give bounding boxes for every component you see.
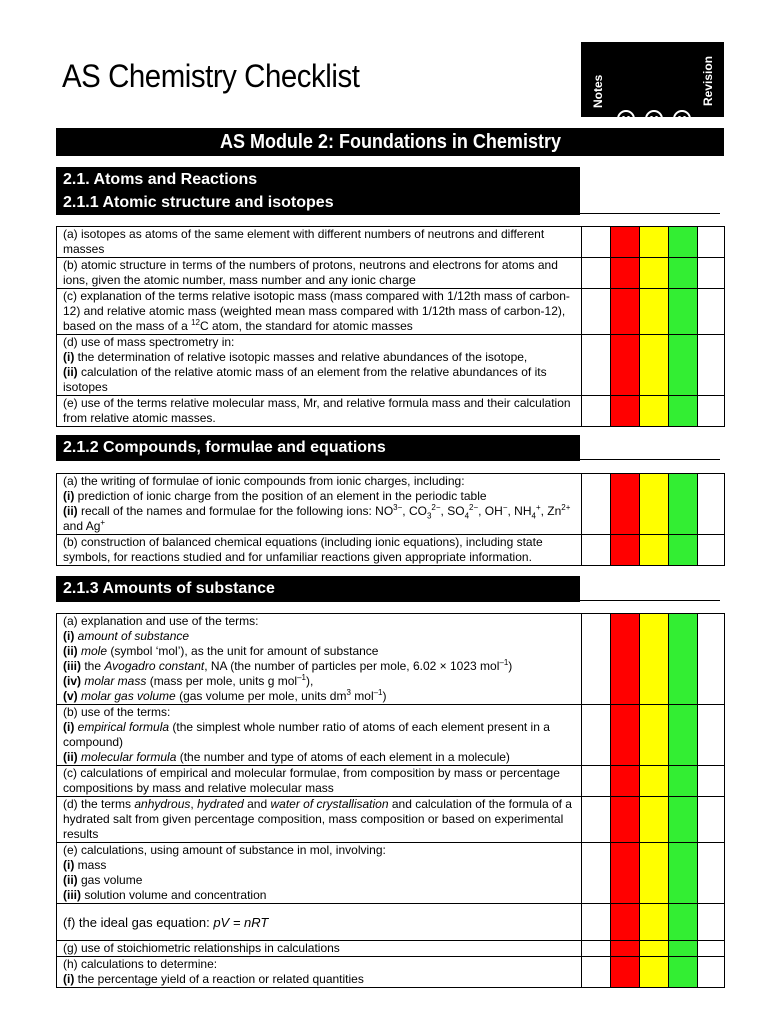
green-rating-cell[interactable]: [669, 289, 698, 335]
table-row: [57, 535, 725, 566]
revision-cell[interactable]: [698, 396, 725, 427]
divider: [580, 213, 720, 214]
table-row: [57, 843, 725, 904]
red-rating-cell[interactable]: [611, 904, 640, 941]
item-text: (c) calculations of empirical and molecular formulae, from composition by mass or percentage compositions by mass and relative molecular mass: [57, 766, 582, 797]
table-row: [57, 396, 725, 427]
table-row: [57, 957, 725, 988]
neutral-face-icon: [645, 110, 663, 128]
green-rating-cell[interactable]: [669, 535, 698, 566]
table-row: [57, 474, 725, 535]
section-heading-2-1-2: 2.1.2 Compounds, formulae and equations: [56, 435, 580, 461]
notes-cell[interactable]: [582, 957, 611, 988]
revision-cell[interactable]: [698, 705, 725, 766]
red-rating-cell[interactable]: [611, 335, 640, 396]
amber-rating-cell[interactable]: [640, 797, 669, 843]
notes-cell[interactable]: [582, 289, 611, 335]
revision-cell[interactable]: [698, 289, 725, 335]
notes-cell[interactable]: [582, 941, 611, 957]
table-row: [57, 227, 725, 258]
green-rating-cell[interactable]: [669, 227, 698, 258]
amber-rating-cell[interactable]: [640, 335, 669, 396]
red-rating-cell[interactable]: [611, 941, 640, 957]
item-text: (d) use of mass spectrometry in: (i) the determination of relative isotopic masses and relative abundances of the isotope, (ii) calculation of the relative atomic mass of an element from the relative abundances of its isotopes: [57, 335, 582, 396]
checklist-table-2-1-1: [56, 226, 725, 427]
amber-rating-cell[interactable]: [640, 766, 669, 797]
item-text: (d) the terms anhydrous, hydrated and water of crystallisation and calculation of the formula of a hydrated salt from given percentage composition, mass composition or based on experimental results: [57, 797, 582, 843]
checklist-table-2-1-2: [56, 473, 725, 566]
module-title: AS Module 2: Foundations in Chemistry: [56, 128, 724, 156]
green-rating-cell[interactable]: [669, 843, 698, 904]
table-row: [57, 766, 725, 797]
divider: [580, 600, 720, 601]
red-rating-cell[interactable]: [611, 705, 640, 766]
red-rating-cell[interactable]: [611, 843, 640, 904]
divider: [580, 459, 720, 460]
red-rating-cell[interactable]: [611, 474, 640, 535]
amber-rating-cell[interactable]: [640, 941, 669, 957]
notes-cell[interactable]: [582, 705, 611, 766]
revision-cell[interactable]: [698, 258, 725, 289]
section-heading-2-1-1: [56, 167, 580, 215]
red-rating-cell[interactable]: [611, 614, 640, 705]
table-row: [57, 941, 725, 957]
notes-cell[interactable]: [582, 396, 611, 427]
revision-column-label: Revision: [701, 55, 715, 106]
revision-cell[interactable]: [698, 474, 725, 535]
section-heading-2-1-3: 2.1.3 Amounts of substance: [56, 576, 580, 602]
red-rating-cell[interactable]: [611, 957, 640, 988]
amber-rating-cell[interactable]: [640, 957, 669, 988]
table-row: [57, 289, 725, 335]
item-text: (b) use of the terms: (i) empirical formula (the simplest whole number ratio of atoms of each element present in a compound) (ii) molecular formula (the number and type of atoms of each element in a molecule): [57, 705, 582, 766]
red-rating-cell[interactable]: [611, 258, 640, 289]
amber-rating-cell[interactable]: [640, 227, 669, 258]
red-rating-cell[interactable]: [611, 797, 640, 843]
item-text: (c) explanation of the terms relative isotopic mass (mass compared with 1/12th mass of carbon-12) and relative atomic mass (weighted mean mass compared with 1/12th mass of carbon-12), based on the mass of a $^{12}$C atom, the standard for atomic masses: [57, 289, 582, 335]
table-row: [57, 614, 725, 705]
item-text: (a) isotopes as atoms of the same element with different numbers of neutrons and different masses: [57, 227, 582, 258]
item-text: (e) use of the terms relative molecular mass, Mr, and relative formula mass and their calculation from relative atomic masses.: [57, 396, 582, 427]
revision-cell[interactable]: [698, 614, 725, 705]
green-rating-cell[interactable]: [669, 474, 698, 535]
item-text: (b) construction of balanced chemical equations (including ionic equations), including state symbols, for reactions studied and for unfamiliar reactions given appropriate information.: [57, 535, 582, 566]
amber-rating-cell[interactable]: [640, 474, 669, 535]
red-rating-cell[interactable]: [611, 766, 640, 797]
table-row: [57, 705, 725, 766]
revision-cell[interactable]: [698, 843, 725, 904]
table-row: [57, 335, 725, 396]
page-title: AS Chemistry Checklist: [62, 58, 360, 94]
table-row: [57, 904, 725, 941]
amber-rating-cell[interactable]: [640, 614, 669, 705]
green-rating-cell[interactable]: [669, 797, 698, 843]
red-rating-cell[interactable]: [611, 227, 640, 258]
revision-cell[interactable]: [698, 766, 725, 797]
sad-face-icon: [617, 110, 635, 128]
notes-cell[interactable]: [582, 766, 611, 797]
green-rating-cell[interactable]: [669, 941, 698, 957]
notes-cell[interactable]: [582, 904, 611, 941]
item-text: (e) calculations, using amount of substance in mol, involving: (i) mass (ii) gas volume (iii) solution volume and concentration: [57, 843, 582, 904]
amber-rating-cell[interactable]: [640, 843, 669, 904]
green-rating-cell[interactable]: [669, 766, 698, 797]
notes-cell[interactable]: [582, 227, 611, 258]
section-line-atomic-structure: 2.1.1 Atomic structure and isotopes: [63, 194, 334, 211]
green-rating-cell[interactable]: [669, 957, 698, 988]
green-rating-cell[interactable]: [669, 258, 698, 289]
column-header-box: [581, 42, 724, 117]
amber-rating-cell[interactable]: [640, 258, 669, 289]
item-text: (a) explanation and use of the terms: (i) amount of substance (ii) mole (symbol ‘mol’), as the unit for amount of substance (iii) the Avogadro constant, NA (the number of particles per mole, 6.02 × 1023 mol$^{-1}$) (iv) molar mass (mass per mole, units g mol$^{-1}$), (v) molar gas volume (gas volume per mole, units $dm^3$ mol$^{-1}$): [57, 614, 582, 705]
revision-cell[interactable]: [698, 941, 725, 957]
revision-cell[interactable]: [698, 335, 725, 396]
item-text: (h) calculations to determine: (i) the percentage yield of a reaction or related quantities: [57, 957, 582, 988]
item-text: (g) use of stoichiometric relationships in calculations: [57, 941, 582, 957]
notes-column-label: Notes: [591, 74, 605, 108]
red-rating-cell[interactable]: [611, 535, 640, 566]
amber-rating-cell[interactable]: [640, 904, 669, 941]
notes-cell[interactable]: [582, 797, 611, 843]
red-rating-cell[interactable]: [611, 396, 640, 427]
revision-cell[interactable]: [698, 797, 725, 843]
item-text: (f) the ideal gas equation: pV = nRT: [57, 904, 582, 941]
amber-rating-cell[interactable]: [640, 535, 669, 566]
revision-cell[interactable]: [698, 227, 725, 258]
table-row: [57, 258, 725, 289]
table-row: [57, 797, 725, 843]
notes-cell[interactable]: [582, 614, 611, 705]
green-rating-cell[interactable]: [669, 904, 698, 941]
green-rating-cell[interactable]: [669, 614, 698, 705]
amber-rating-cell[interactable]: [640, 289, 669, 335]
red-rating-cell[interactable]: [611, 289, 640, 335]
amber-rating-cell[interactable]: [640, 396, 669, 427]
green-rating-cell[interactable]: [669, 705, 698, 766]
revision-cell[interactable]: [698, 957, 725, 988]
item-text: (b) atomic structure in terms of the numbers of protons, neutrons and electrons for atoms and ions, given the atomic number, mass number and any ionic charge: [57, 258, 582, 289]
notes-cell[interactable]: [582, 535, 611, 566]
notes-cell[interactable]: [582, 335, 611, 396]
notes-cell[interactable]: [582, 474, 611, 535]
amber-rating-cell[interactable]: [640, 705, 669, 766]
notes-cell[interactable]: [582, 258, 611, 289]
revision-cell[interactable]: [698, 904, 725, 941]
revision-cell[interactable]: [698, 535, 725, 566]
happy-face-icon: [673, 110, 691, 128]
section-line-atoms-reactions: 2.1. Atoms and Reactions: [63, 171, 258, 188]
notes-cell[interactable]: [582, 843, 611, 904]
item-text: (a) the writing of formulae of ionic compounds from ionic charges, including: (i) prediction of ionic charge from the position of an element in the periodic table (ii) recall of the names and formulae for the following ions: $NO^{3-}$, $CO_3^{2-}$, $SO_4^{2-}$, OH−, $NH_4^+$, $Zn^{2+}$ and Ag+: [57, 474, 582, 535]
checklist-table-2-1-3: [56, 613, 725, 988]
green-rating-cell[interactable]: [669, 335, 698, 396]
green-rating-cell[interactable]: [669, 396, 698, 427]
